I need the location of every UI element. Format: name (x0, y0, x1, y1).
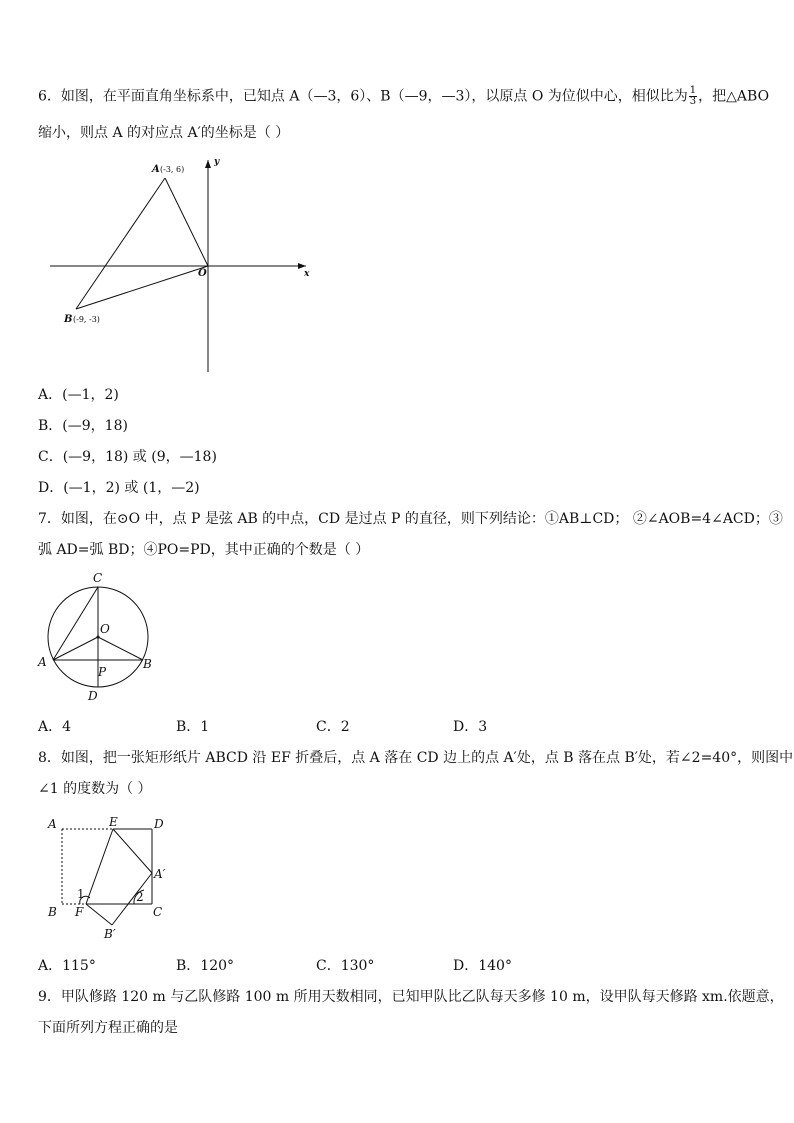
label-x: x (304, 269, 310, 279)
q7-option-b: B．1 (176, 719, 210, 735)
similarity-ratio-fraction: $\frac{1}{3}$ (689, 85, 697, 107)
q8-stem-line1: 8．如图，把一张矩形纸片 ABCD 沿 EF 折叠后，点 A 落在 CD 边上的点 A′处，点 B 落在点 B′处，若∠2=40°，则图中 (38, 750, 794, 766)
q8-option-a: A．115° (38, 958, 96, 974)
q8-option-d: D．140° (453, 958, 512, 974)
q8-option-c: C．130° (316, 958, 375, 974)
q7-stem-line1: 7．如图，在⊙O 中，点 P 是弦 AB 的中点，CD 是过点 P 的直径，则下列结论：①AB⊥CD； ②∠AOB=4∠ACD；③ (38, 511, 783, 527)
label-O: O (198, 268, 207, 279)
label-y: y (214, 157, 220, 167)
q6-stem-text-b: ，把△ABO (698, 88, 770, 105)
q7-option-c: C．2 (316, 719, 350, 735)
q8-option-b: B．120° (176, 958, 235, 974)
q9-stem-line2: 下面所列方程正确的是 (38, 1020, 178, 1036)
segment-A1B1 (112, 873, 152, 925)
label-D: D (88, 689, 98, 703)
q9-stem-line1: 9．甲队修路 120 m 与乙队修路 100 m 所用天数相同，已知甲队比乙队每天多修 10 m，设甲队每天修路 xm.依题意， (38, 989, 784, 1005)
q6-option-d: D．(—1，2) 或 (1，—2) (38, 480, 200, 496)
q7-option-d: D．3 (453, 719, 488, 735)
label-B: B (143, 657, 152, 671)
label-B-prime: B′ (104, 927, 116, 941)
label-E: E (109, 815, 118, 829)
label-angle-1: 1 (77, 887, 85, 901)
segment-B1F (86, 904, 112, 925)
label-B: B (48, 905, 57, 919)
segment-EA1 (113, 829, 152, 873)
label-A-prime: A′ (154, 867, 166, 881)
fold-line-EF (86, 829, 113, 904)
q6-option-b: B．(—9，18) (38, 418, 128, 434)
label-A: A (152, 164, 160, 175)
label-C: C (153, 905, 163, 919)
label-B-coord: (-9, -3) (73, 315, 100, 324)
q6-option-a: A．(—1，2) (38, 387, 119, 403)
label-angle-2: 2 (136, 890, 144, 904)
label-A: A (48, 817, 57, 831)
label-A-coord: (-3, 6) (160, 165, 185, 174)
q6-option-c: C．(—9，18) 或 (9，—18) (38, 449, 217, 465)
q6-stem-line2: 缩小，则点 A 的对应点 A′的坐标是（ ） (38, 125, 290, 141)
label-P: P (98, 665, 107, 679)
q8-stem-line2: ∠1 的度数为（ ） (38, 781, 152, 797)
label-C: C (93, 571, 103, 585)
q7-stem-line2: 弧 AD=弧 BD；④PO=PD，其中正确的个数是（ ） (38, 542, 370, 558)
q6-stem-text-a: 6．如图，在平面直角坐标系中，已知点 A（—3，6）、B（—9，—3），以原点 O 为位似中心，相似比为 (38, 88, 688, 105)
q7-option-a: A．4 (38, 719, 72, 735)
label-F: F (75, 905, 84, 919)
label-D: D (154, 817, 164, 831)
label-O: O (100, 622, 110, 636)
label-B: B (64, 314, 73, 325)
label-A: A (38, 655, 47, 669)
